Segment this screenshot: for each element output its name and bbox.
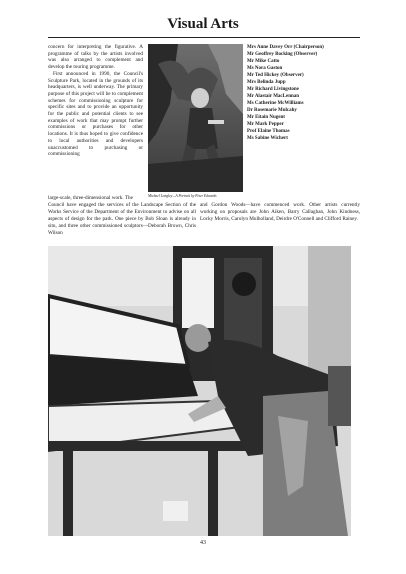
committee-member: Mr Richard Livingstone	[247, 87, 299, 92]
committee-list	[247, 44, 361, 142]
paragraph: Council have engaged the services of the Landscape Section of the Works Service of the Department of the Environment to advise on all aspects of design for the park. One piece by Bob Sloan is already in situ, and three other commissioned sculptors—Deborah Brown, Chris Wilson	[48, 202, 196, 236]
committee-member: Prof Elaine Thomas	[247, 129, 290, 134]
paragraph: First announced in 1990, the Council's Sculpture Park, located in the grounds of its headquarters, is well underway. The primary purpose of this project will be to complement schemes for commissioning sculpture for specific sites and to provide an opportunity for the public and potential clients to see examples of work that may prompt further commissions or purchases for other locations. It is thus hoped to give confidence to local authorities and developers unaccustomed to purchasing or commissioning	[48, 70, 143, 158]
paragraph: concern for interpreting the figurative. A programme of talks by the artists involved was also arranged to complement and develop the touring programme.	[48, 44, 143, 71]
page-number: 43	[200, 540, 206, 546]
artist-illustration	[48, 246, 351, 536]
committee-member: Mrs Anne Davey Orr (Chairperson)	[247, 45, 324, 50]
committee-member: Ms Nora Gaston	[247, 66, 283, 71]
page-title: Visual Arts	[167, 16, 239, 32]
paragraph-line: large-scale, three-dimensional work. The	[48, 195, 133, 201]
committee-member: Mr Mike Catto	[247, 59, 280, 64]
committee-member: Mr Geoffrey Bocking (Observer)	[247, 52, 318, 57]
body-column-left	[48, 44, 143, 158]
committee-member: Mr Eitain Nugent	[247, 115, 285, 120]
committee-member: Mrs Belinda Jupp	[247, 80, 286, 85]
portrait-photo	[148, 44, 243, 192]
paragraph: and Gordon Woods—have commenced work. Other artists currently working on proposals are John Aiken, Barry Callaghan, John Kindness, Locky Morris, Carolyn Mulholland, Deirdre O'Connell and Clifford Rainey.	[200, 202, 360, 222]
committee-member: Mr Alastair MacLennan	[247, 94, 300, 99]
committee-member: Mr Ted Hickey (Observer)	[247, 73, 304, 78]
committee-member: Ms Sabine Wichert	[247, 136, 288, 141]
portrait-caption: Michael Longley—A Portrait by Peter Edwards	[148, 194, 217, 198]
committee-member: Mr Mark Pepper	[247, 122, 284, 127]
committee-member: Ms Catherine McWilliams	[247, 101, 304, 106]
committee-member: Dr Rosemarie Mulcahy	[247, 108, 297, 113]
title-rule	[48, 37, 360, 38]
artist-at-work-photo	[48, 246, 351, 536]
portrait-illustration	[148, 44, 243, 192]
